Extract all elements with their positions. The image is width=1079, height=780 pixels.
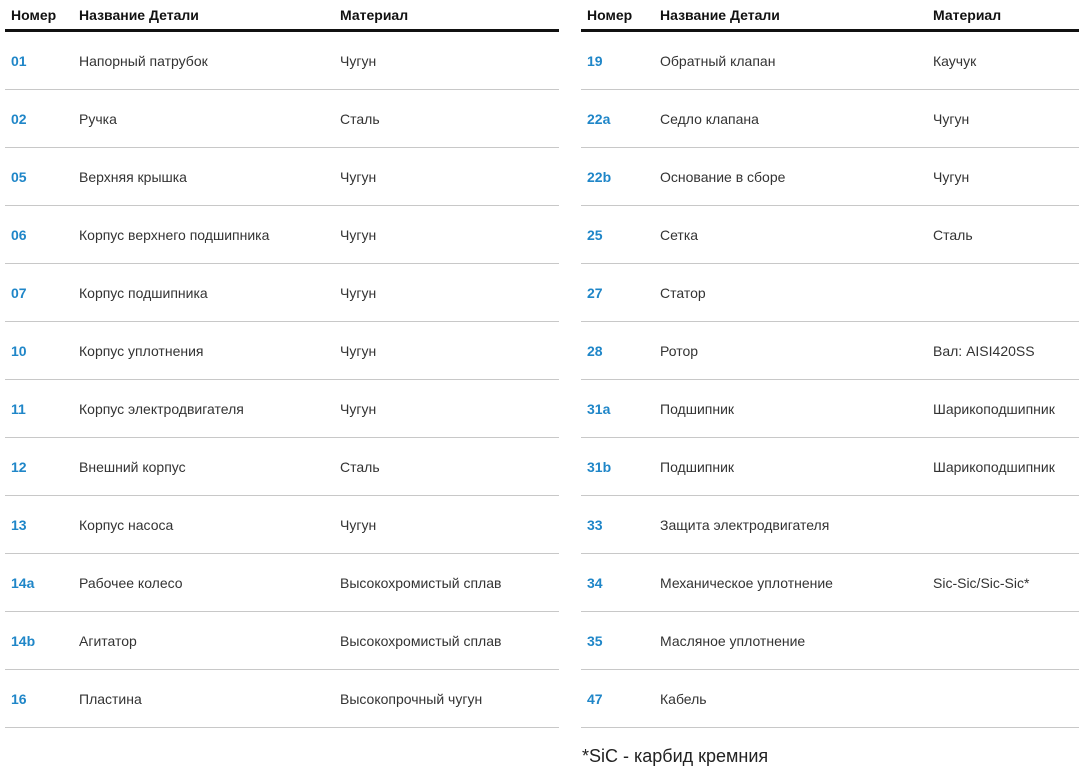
footnote: *SiC - карбид кремния <box>582 746 769 766</box>
part-number: 10 <box>11 342 27 359</box>
table-header <box>5 0 559 32</box>
part-material: Чугун <box>340 226 377 243</box>
part-material: Шарикоподшипник <box>933 458 1055 475</box>
part-name: Рабочее колесо <box>79 574 183 591</box>
part-name: Корпус электродвигателя <box>79 400 244 417</box>
part-number: 34 <box>587 574 603 591</box>
part-material: Высокопрочный чугун <box>340 690 483 707</box>
header-material: Материал <box>340 6 409 23</box>
parts-table-right <box>581 0 1079 728</box>
part-name: Основание в сборе <box>660 168 786 185</box>
header-material: Материал <box>933 6 1002 23</box>
part-name: Подшипник <box>660 458 735 475</box>
table-row <box>5 612 559 670</box>
part-name: Верхняя крышка <box>79 168 187 185</box>
part-number: 28 <box>587 342 603 359</box>
part-name: Ручка <box>79 110 117 127</box>
part-material: Чугун <box>933 110 970 127</box>
table-row <box>5 32 559 90</box>
table-row <box>581 32 1079 90</box>
table-row <box>581 438 1079 496</box>
part-material: Чугун <box>340 168 377 185</box>
part-number: 22a <box>587 110 611 127</box>
part-number: 06 <box>11 226 27 243</box>
part-name: Подшипник <box>660 400 735 417</box>
table-row <box>5 496 559 554</box>
table-row <box>5 670 559 728</box>
table-body-left <box>5 32 559 728</box>
part-material: Чугун <box>340 516 377 533</box>
part-number: 47 <box>587 690 603 707</box>
table-row <box>581 554 1079 612</box>
part-name: Защита электродвигателя <box>660 516 830 533</box>
part-name: Корпус верхнего подшипника <box>79 226 270 243</box>
part-material: Сталь <box>340 458 380 475</box>
part-number: 11 <box>11 400 26 417</box>
table-row <box>581 322 1079 380</box>
table-row <box>5 206 559 264</box>
table-row <box>581 264 1079 322</box>
table-row <box>581 496 1079 554</box>
part-number: 27 <box>587 284 603 301</box>
part-material: Сталь <box>340 110 380 127</box>
part-number: 02 <box>11 110 27 127</box>
part-number: 13 <box>11 516 27 533</box>
part-name: Внешний корпус <box>79 458 186 475</box>
header-name: Название Детали <box>660 6 780 23</box>
part-name: Корпус подшипника <box>79 284 208 301</box>
part-name: Масляное уплотнение <box>660 632 806 649</box>
table-row <box>5 380 559 438</box>
part-number: 12 <box>11 458 27 475</box>
part-name: Напорный патрубок <box>79 52 208 69</box>
parts-table-left <box>5 0 559 728</box>
table-row <box>5 90 559 148</box>
part-number: 35 <box>587 632 603 649</box>
part-name: Корпус насоса <box>79 516 174 533</box>
part-name: Обратный клапан <box>660 52 776 69</box>
header-number: Номер <box>587 6 633 23</box>
part-name: Седло клапана <box>660 110 759 127</box>
part-number: 07 <box>11 284 27 301</box>
part-number: 01 <box>11 52 27 69</box>
part-name: Агитатор <box>79 632 137 649</box>
table-row <box>5 438 559 496</box>
table-row <box>581 206 1079 264</box>
part-material: Чугун <box>933 168 970 185</box>
part-name: Корпус уплотнения <box>79 342 204 359</box>
part-name: Ротор <box>660 342 699 359</box>
table-body-right <box>581 32 1079 728</box>
part-number: 25 <box>587 226 603 243</box>
part-number: 22b <box>587 168 612 185</box>
table-header <box>581 0 1079 32</box>
part-material: Чугун <box>340 284 377 301</box>
part-number: 19 <box>587 52 603 69</box>
part-number: 14b <box>11 632 36 649</box>
part-material: Чугун <box>340 52 377 69</box>
part-number: 31a <box>587 400 611 417</box>
table-row <box>5 264 559 322</box>
header-name: Название Детали <box>79 6 199 23</box>
part-name: Механическое уплотнение <box>660 574 833 591</box>
table-row <box>581 612 1079 670</box>
part-material: Сталь <box>933 226 973 243</box>
table-row <box>581 380 1079 438</box>
part-name: Статор <box>660 284 706 301</box>
part-name: Кабель <box>660 690 707 707</box>
part-number: 31b <box>587 458 612 475</box>
table-row <box>581 90 1079 148</box>
table-row <box>5 554 559 612</box>
part-material: Sic-Sic/Sic-Sic* <box>933 574 1030 591</box>
part-material: Высокохромистый сплав <box>340 574 502 591</box>
table-row <box>581 148 1079 206</box>
part-number: 05 <box>11 168 27 185</box>
part-material: Каучук <box>933 52 977 69</box>
part-material: Вал: AISI420SS <box>933 342 1035 359</box>
part-material: Шарикоподшипник <box>933 400 1055 417</box>
table-row <box>5 148 559 206</box>
part-material: Высокохромистый сплав <box>340 632 502 649</box>
header-number: Номер <box>11 6 57 23</box>
table-row <box>5 322 559 380</box>
part-number: 16 <box>11 690 27 707</box>
part-material: Чугун <box>340 400 377 417</box>
part-number: 14a <box>11 574 35 591</box>
part-number: 33 <box>587 516 603 533</box>
part-material: Чугун <box>340 342 377 359</box>
part-name: Пластина <box>79 690 142 707</box>
table-row <box>581 670 1079 728</box>
part-name: Сетка <box>660 226 699 243</box>
